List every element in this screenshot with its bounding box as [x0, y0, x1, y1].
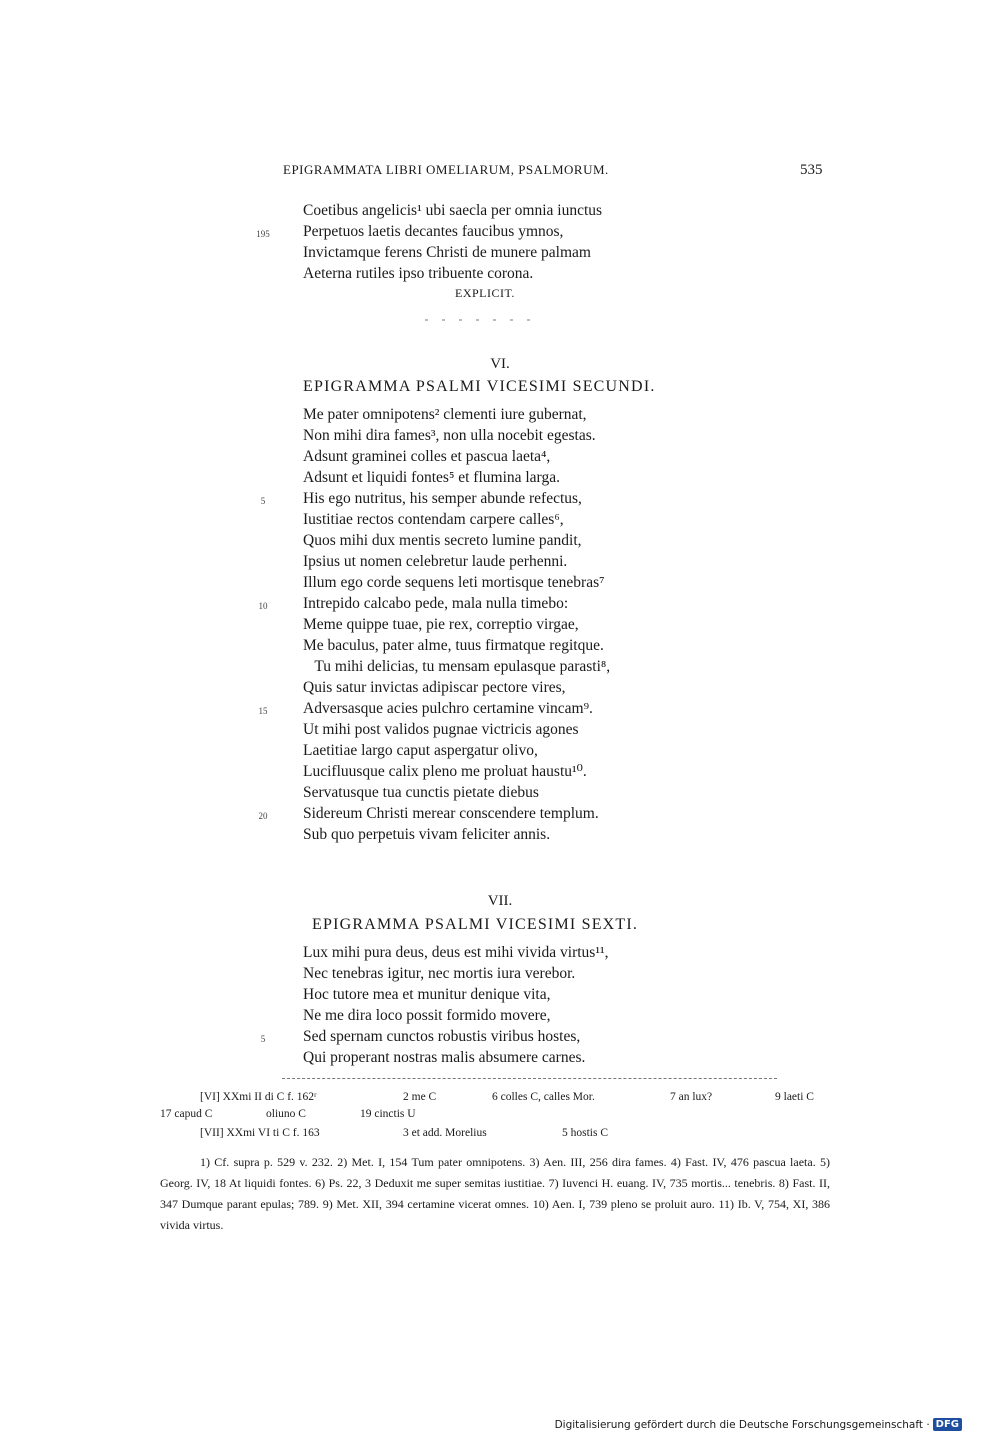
verse-text: Iustitiae rectos contendam carpere calles⁶,	[303, 511, 564, 528]
section-number-vii: VII.	[487, 893, 513, 909]
ornament-divider	[425, 318, 540, 322]
verse-line	[260, 488, 610, 509]
verse-text: Sed spernam cunctos robustis viribus hostes,	[303, 1028, 581, 1045]
verse-line	[303, 200, 602, 221]
verse-line	[303, 1005, 608, 1026]
verse-text: Lucifluusque calix pleno me proluat haustu¹⁰.	[303, 763, 587, 780]
verse-line	[303, 942, 608, 963]
verse-text: Perpetuos laetis decantes faucibus ymnos,	[303, 223, 564, 240]
section-number-vi: VI.	[490, 356, 510, 372]
verse-text: Intrepido calcabo pede, mala nulla timebo:	[303, 595, 569, 612]
verse-line	[303, 551, 610, 572]
verse-text: Tu mihi delicias, tu mensam epulasque parasti⁸,	[303, 658, 611, 675]
verse-line	[260, 1026, 608, 1047]
verse-text: Me baculus, pater alme, tuus firmatque regitque.	[303, 637, 604, 654]
verse-text: Sub quo perpetuis vivam feliciter annis.	[303, 826, 551, 843]
verse-line	[303, 782, 610, 803]
footnotes-text: 1) Cf. supra p. 529 v. 232. 2) Met. I, 154 Tum pater omnipotens. 3) Aen. III, 256 dira fames. 4) Fast. IV, 476 pascua laeta. 5) Georg. IV, 18 At liquidi fontes. 6) Ps. 22, 3 Deduxit me super semitas iustitiae. 7) Iuvenci H. euang. IV, 735 mortis... tenebris. 8) Fast. II, 347 Dumque parant epulas; 789. 9) Met. XII, 394 certamine vicerat omnes. 10) Aen. I, 739 pleno se proluit auro. 11) Ib. V, 754, XI, 386 vivida virtus.	[160, 1155, 830, 1232]
line-number: 5	[260, 1034, 266, 1044]
verse-line	[303, 1047, 608, 1068]
prev-poem-verse	[256, 200, 603, 284]
verse-line	[303, 984, 608, 1005]
verse-text: Sidereum Christi merear conscendere templum.	[303, 805, 599, 822]
apparatus-note: oliuno C	[266, 1108, 306, 1120]
verse-line	[256, 221, 602, 242]
apparatus-vii-siglum: [VII] XXmi VI ti C f. 163	[200, 1127, 320, 1139]
dfg-logo-icon: DFG	[933, 1418, 962, 1431]
verse-line	[303, 404, 610, 425]
verse-line	[303, 446, 610, 467]
verse-line	[258, 803, 610, 824]
verse-line	[258, 698, 610, 719]
verse-text: Non mihi dira fames³, non ulla nocebit egestas.	[303, 427, 596, 444]
verse-line	[303, 572, 610, 593]
verse-text: Lux mihi pura deus, deus est mihi vivida virtus¹¹,	[303, 944, 609, 961]
verse-text: Nec tenebras igitur, nec mortis iura verebor.	[303, 965, 576, 982]
verse-line	[303, 824, 610, 845]
verse-text: Ne me dira loco possit formido movere,	[303, 1007, 551, 1024]
verse-text: Hoc tutore mea et munitur denique vita,	[303, 986, 551, 1003]
verse-line	[303, 740, 610, 761]
line-number: 5	[260, 496, 266, 506]
line-number: 15	[258, 706, 268, 716]
verse-line	[303, 263, 602, 284]
running-title: EPIGRAMMATA LIBRI OMELIARUM, PSALMORUM.	[283, 162, 609, 177]
verse-line	[303, 530, 610, 551]
apparatus-note: 5 hostis C	[562, 1127, 609, 1139]
verse-text: Meme quippe tuae, pie rex, correptio virgae,	[303, 616, 579, 633]
verse-line	[303, 242, 602, 263]
verse-text: Adversasque acies pulchro certamine vincam⁹.	[303, 700, 593, 717]
verse-line	[303, 425, 610, 446]
verse-text: Qui properant nostras malis absumere carnes.	[303, 1049, 586, 1066]
verse-line	[303, 719, 610, 740]
line-number: 10	[258, 601, 268, 611]
verse-text: Quis satur invictas adipiscar pectore vires,	[303, 679, 566, 696]
verse-text: Me pater omnipotens² clementi iure gubernat,	[303, 406, 587, 423]
verse-text: Quos mihi dux mentis secreto lumine pandit,	[303, 532, 582, 549]
verse-text: Illum ego corde sequens leti mortisque tenebras⁷	[303, 574, 605, 591]
verse-text: Adsunt et liquidi fontes⁵ et flumina larga.	[303, 469, 560, 486]
section-vii-verse	[260, 942, 609, 1068]
verse-text: Coetibus angelicis¹ ubi saecla per omnia iunctus	[303, 202, 603, 219]
verse-line	[303, 509, 610, 530]
verse-line	[303, 614, 610, 635]
verse-line	[303, 963, 608, 984]
verse-line	[303, 656, 610, 677]
apparatus-note: 3 et add. Morelius	[403, 1127, 487, 1139]
apparatus-divider	[282, 1078, 777, 1079]
verse-text: Servatusque tua cunctis pietate diebus	[303, 784, 539, 801]
dfg-credit	[555, 1418, 962, 1431]
verse-text: Invictamque ferens Christi de munere palmam	[303, 244, 591, 261]
verse-line	[303, 635, 610, 656]
page-number: 535	[800, 162, 823, 178]
footnotes	[160, 1152, 830, 1236]
apparatus-note: 2 me C	[403, 1091, 437, 1103]
verse-text: Aeterna rutiles ipso tribuente corona.	[303, 265, 534, 282]
verse-text: Ut mihi post validos pugnae victricis agones	[303, 721, 579, 738]
verse-line	[303, 761, 610, 782]
verse-text: Laetitiae largo caput aspergatur olivo,	[303, 742, 538, 759]
apparatus-note: 9 laeti C	[775, 1091, 814, 1103]
section-title-vii: EPIGRAMMA PSALMI VICESIMI SEXTI.	[312, 916, 639, 933]
apparatus-note: 7 an lux?	[670, 1091, 713, 1103]
line-number: 195	[256, 229, 270, 239]
apparatus-note: 19 cinctis U	[360, 1108, 416, 1120]
verse-text: Ipsius ut nomen celebretur laude perhenni.	[303, 553, 568, 570]
verse-text: His ego nutritus, his semper abunde refectus,	[303, 490, 582, 507]
apparatus-note: 17 capud C	[160, 1108, 213, 1120]
section-vi-verse	[258, 404, 611, 845]
explicit-label: EXPLICIT.	[455, 286, 515, 300]
apparatus-vi-siglum: [VI] XXmi II di C f. 162ʳ	[200, 1091, 317, 1103]
apparatus-note: 6 colles C, calles Mor.	[492, 1091, 595, 1103]
verse-line	[258, 593, 610, 614]
verse-text: Adsunt graminei colles et pascua laeta⁴,	[303, 448, 551, 465]
verse-line	[303, 467, 610, 488]
section-title-vi: EPIGRAMMA PSALMI VICESIMI SECUNDI.	[303, 378, 656, 395]
page-header	[0, 162, 1000, 184]
verse-line	[303, 677, 610, 698]
credit-text: Digitalisierung gefördert durch die Deutsche Forschungsgemeinschaft ·	[554, 1418, 930, 1431]
line-number: 20	[258, 811, 268, 821]
